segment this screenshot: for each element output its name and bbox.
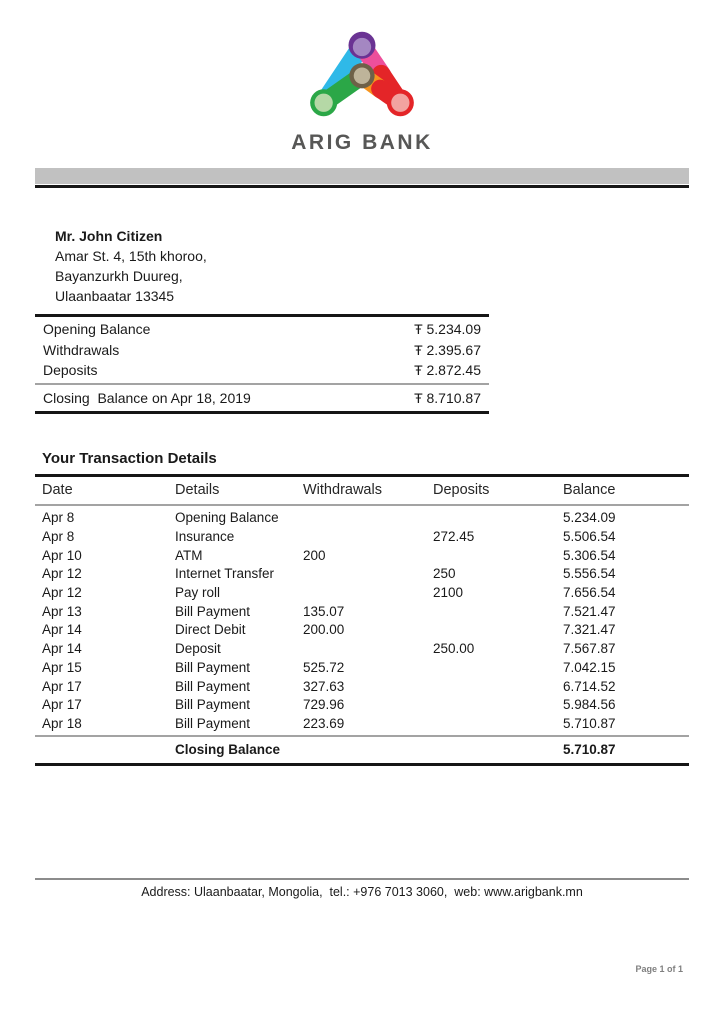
cell-date: Apr 8 (42, 529, 75, 545)
cell-date: Apr 17 (42, 697, 82, 713)
cell-date: Apr 18 (42, 715, 82, 731)
table-row (35, 509, 689, 528)
cell-withdrawal: 200 (303, 547, 326, 563)
cell-details: Insurance (175, 529, 235, 545)
column-header-date: Date (42, 482, 73, 498)
cell-withdrawal: 729.96 (303, 697, 345, 713)
cell-date: Apr 12 (42, 566, 82, 582)
customer-address-line: Ulaanbaatar 13345 (55, 288, 175, 304)
cell-deposit: 2100 (433, 585, 464, 601)
cell-date: Apr 17 (42, 678, 82, 694)
table-row (35, 639, 689, 658)
cell-balance: 5.710.87 (563, 715, 616, 731)
cell-details: Opening Balance (175, 510, 279, 526)
summary-row-closing (35, 385, 489, 411)
cell-balance: 5.234.09 (563, 510, 616, 526)
cell-balance: 7.521.47 (563, 603, 616, 619)
summary-value: Ŧ 2.395.67 (414, 341, 481, 358)
cell-date: Apr 14 (42, 641, 82, 657)
cell-details: Bill Payment (175, 678, 251, 694)
table-header-row (35, 477, 689, 504)
cell-details: Bill Payment (175, 697, 251, 713)
customer-address-block (55, 226, 724, 306)
cell-withdrawal: 135.07 (303, 603, 345, 619)
summary-row-opening (35, 319, 489, 340)
header (0, 0, 724, 155)
cell-balance: 7.656.54 (563, 585, 616, 601)
cell-balance: 6.714.52 (563, 678, 616, 694)
summary-label: Deposits (43, 362, 98, 379)
cell-date: Apr 13 (42, 603, 82, 619)
cell-date: Apr 10 (42, 547, 82, 563)
table-body (35, 506, 689, 735)
cell-balance: 5.306.54 (563, 547, 616, 563)
summary-label: Opening Balance (43, 321, 151, 338)
summary-label: Closing Balance on Apr 18, 2019 (43, 389, 251, 406)
brand-name: ARIG BANK (291, 131, 433, 154)
cell-details: Internet Transfer (175, 566, 275, 582)
cell-deposit: 272.45 (433, 529, 475, 545)
table-row (35, 565, 689, 584)
table-row (35, 546, 689, 565)
table-row (35, 677, 689, 696)
arig-bank-logo-icon (301, 26, 423, 122)
summary-value: Ŧ 5.234.09 (414, 321, 481, 338)
footer-rule (35, 878, 689, 880)
footer-address: Address: Ulaanbaatar, Mongolia, tel.: +976 7013 3060, web: www.arigbank.mn (141, 885, 583, 899)
cell-withdrawal: 525.72 (303, 659, 345, 675)
cell-balance: 7.567.87 (563, 641, 616, 657)
cell-balance: 5.984.56 (563, 697, 616, 713)
transactions-table (35, 474, 689, 766)
cell-date: Apr 15 (42, 659, 82, 675)
cell-deposit: 250.00 (433, 641, 475, 657)
cell-details: Pay roll (175, 585, 221, 601)
cell-balance: 7.321.47 (563, 622, 616, 638)
summary-label: Withdrawals (43, 341, 120, 358)
customer-address-line: Bayanzurkh Duureg, (55, 268, 183, 284)
customer-address-line: Amar St. 4, 15th khoroo, (55, 248, 207, 264)
cell-details: Bill Payment (175, 715, 251, 731)
cell-withdrawal: 223.69 (303, 715, 345, 731)
transactions-title: Your Transaction Details (42, 449, 217, 467)
cell-details: ATM (175, 547, 203, 563)
table-row (35, 602, 689, 621)
cell-date: Apr 14 (42, 622, 82, 638)
column-header-details: Details (175, 482, 220, 498)
summary-row-withdrawals (35, 340, 489, 361)
table-row (35, 695, 689, 714)
header-black-rule (35, 185, 689, 188)
summary-row-deposits (35, 360, 489, 381)
page-number: Page 1 of 1 (635, 964, 683, 974)
cell-date: Apr 12 (42, 585, 82, 601)
cell-balance: 7.042.15 (563, 659, 616, 675)
balance-summary-table (35, 314, 489, 414)
customer-name: Mr. John Citizen (55, 228, 163, 244)
cell-balance: 5.710.87 (563, 742, 616, 758)
cell-withdrawal: 327.63 (303, 678, 345, 694)
cell-details: Bill Payment (175, 659, 251, 675)
table-row (35, 583, 689, 602)
column-header-deposits: Deposits (433, 482, 490, 498)
cell-details: Deposit (175, 641, 221, 657)
table-row (35, 714, 689, 733)
cell-details: Bill Payment (175, 603, 251, 619)
closing-balance-row (35, 737, 689, 763)
cell-deposit: 250 (433, 566, 456, 582)
summary-value: Ŧ 2.872.45 (414, 362, 481, 379)
cell-details: Direct Debit (175, 622, 246, 638)
table-row (35, 658, 689, 677)
cell-withdrawal: 200.00 (303, 622, 345, 638)
summary-value: Ŧ 8.710.87 (414, 389, 481, 406)
table-row (35, 621, 689, 640)
cell-balance: 5.556.54 (563, 566, 616, 582)
column-header-withdrawals: Withdrawals (303, 482, 382, 498)
header-gray-bar (35, 168, 689, 184)
table-row (35, 527, 689, 546)
cell-date: Apr 8 (42, 510, 75, 526)
cell-balance: 5.506.54 (563, 529, 616, 545)
column-header-balance: Balance (563, 482, 616, 498)
cell-details: Closing Balance (175, 742, 281, 758)
